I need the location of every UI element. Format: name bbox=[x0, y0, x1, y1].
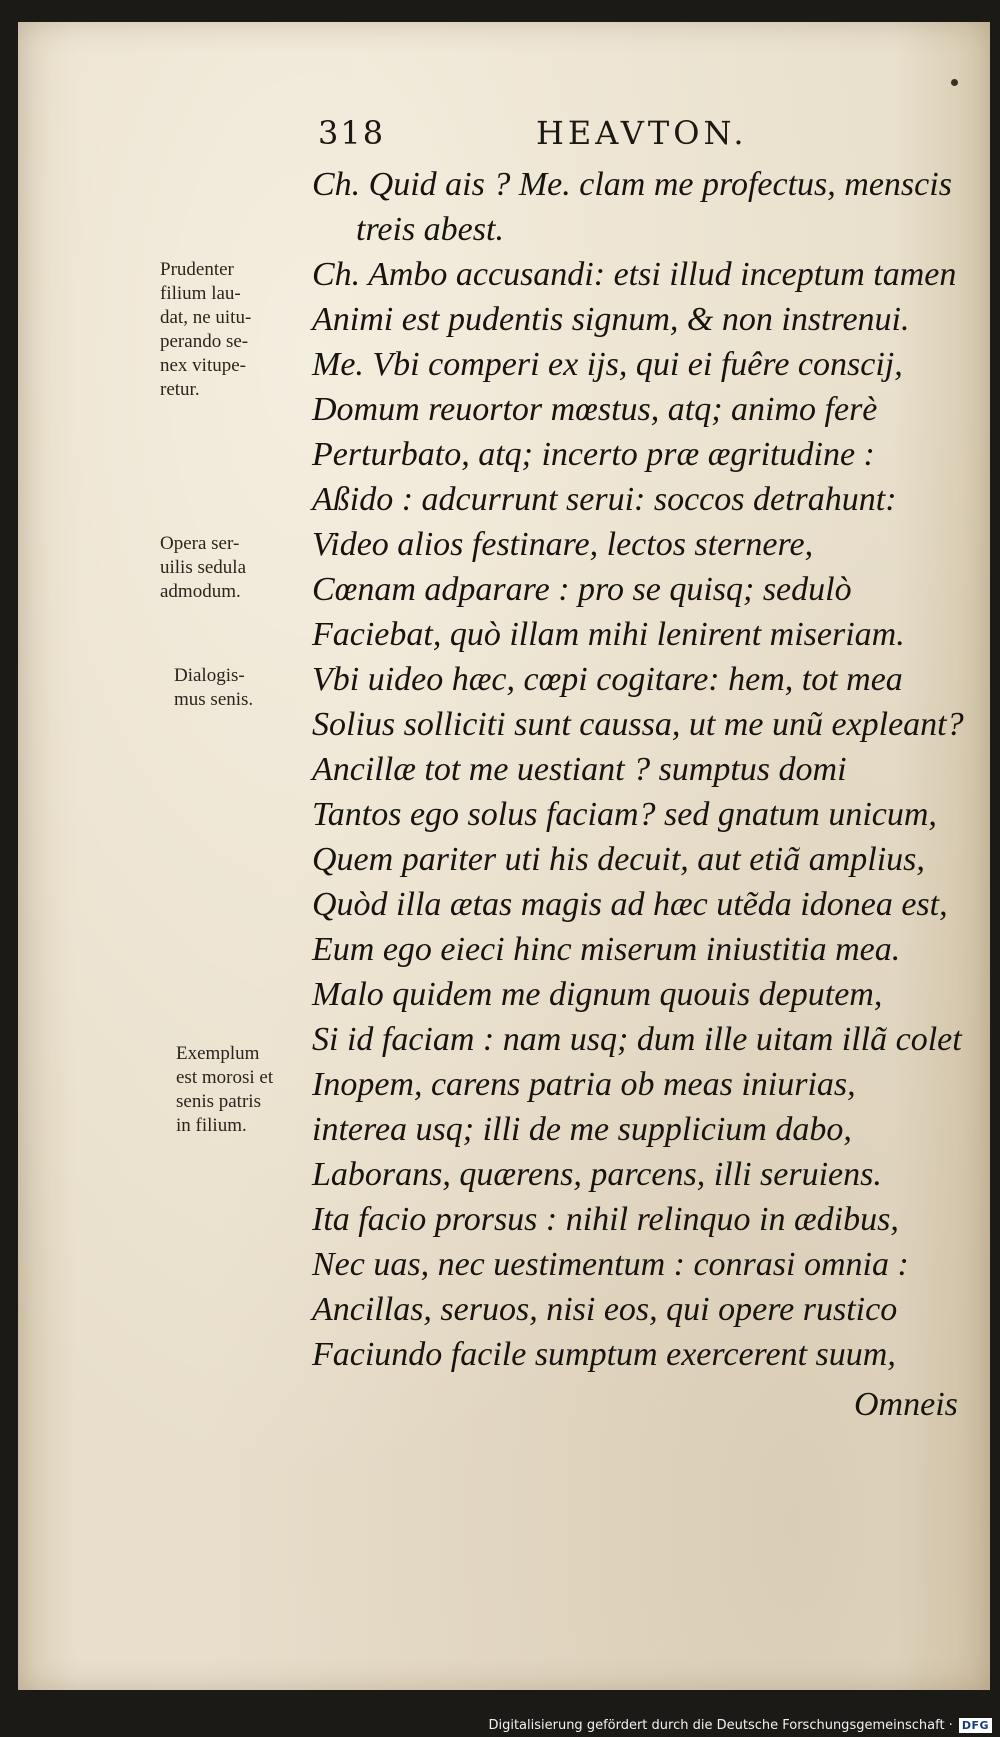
book-page bbox=[18, 22, 990, 1690]
verse-line: treis abest. bbox=[356, 211, 504, 248]
verse-line: Tantos ego solus faciam? sed gnatum unicum, bbox=[312, 796, 937, 833]
verse-line: Eum ego eieci hinc miserum iniustitia mea. bbox=[312, 931, 901, 968]
verse-line: Animi est pudentis signum, & non instrenui. bbox=[312, 301, 910, 338]
verse-line: Faciundo facile sumptum exercerent suum, bbox=[312, 1336, 896, 1373]
verse-line: Ita facio prorsus : nihil relinquo in ædibus, bbox=[312, 1201, 899, 1238]
footer-text: Digitalisierung gefördert durch die Deutsche Forschungsgemeinschaft · bbox=[488, 1718, 953, 1733]
verse-line: Inopem, carens patria ob meas iniurias, bbox=[312, 1066, 856, 1103]
verse-line: Domum reuortor mœstus, atq; animo ferè bbox=[312, 391, 878, 428]
verse-line: Me. Vbi comperi ex ijs, qui ei fuêre conscij, bbox=[312, 346, 903, 383]
ink-speck bbox=[951, 79, 958, 86]
digitization-footer bbox=[488, 1718, 992, 1733]
verse-line: Quem pariter uti his decuit, aut etiã amplius, bbox=[312, 841, 925, 878]
verse-line: Malo quidem me dignum quouis deputem, bbox=[312, 976, 883, 1013]
verse-line: Ch. Ambo accusandi: etsi illud inceptum tamen bbox=[312, 256, 957, 293]
verse-line: Ancillæ tot me uestiant ? sumptus domi bbox=[312, 751, 847, 788]
verse-line: interea usq; illi de me supplicium dabo, bbox=[312, 1111, 852, 1148]
verse-line: Vbi uideo hæc, cœpi cogitare: hem, tot mea bbox=[312, 661, 903, 698]
margin-note: Exemplum est morosi et senis patris in filium. bbox=[176, 1043, 274, 1136]
verse-line: Video alios festinare, lectos sternere, bbox=[312, 526, 814, 563]
folio-number: 318 bbox=[318, 114, 386, 152]
verse-line: Laborans, quærens, parcens, illi seruiens. bbox=[312, 1156, 882, 1193]
margin-note: Opera ser- uilis sedula admodum. bbox=[160, 533, 247, 602]
margin-note: Dialogis- mus senis. bbox=[174, 665, 254, 710]
running-title: HEAVTON. bbox=[536, 114, 748, 152]
verse-line: Aßido : adcurrunt serui: soccos detrahunt: bbox=[312, 481, 897, 518]
dfg-logo: DFG bbox=[959, 1718, 992, 1733]
verse-line: Nec uas, nec uestimentum : conrasi omnia : bbox=[312, 1246, 909, 1283]
verse-line: Cœnam adparare : pro se quisq; sedulò bbox=[312, 571, 852, 608]
verse-line: Si id faciam : nam usq; dum ille uitam illã colet bbox=[312, 1021, 962, 1058]
catchword: Omneis bbox=[854, 1386, 958, 1423]
verse-line: Perturbato, atq; incerto præ ægritudine : bbox=[312, 436, 875, 473]
margin-note: Prudenter filium lau- dat, ne uitu- perando se- nex vitupe- retur. bbox=[160, 259, 252, 400]
verse-line: Solius solliciti sunt caussa, ut me unũ expleant? bbox=[312, 706, 964, 743]
verse-line: Quòd illa ætas magis ad hæc utẽda idonea est, bbox=[312, 886, 948, 923]
verse-line: Faciebat, quò illam mihi lenirent miseriam. bbox=[312, 616, 905, 653]
verse-line: Ancillas, seruos, nisi eos, qui opere rustico bbox=[312, 1291, 898, 1328]
verse-line: Ch. Quid ais ? Me. clam me profectus, menscis bbox=[312, 166, 952, 203]
